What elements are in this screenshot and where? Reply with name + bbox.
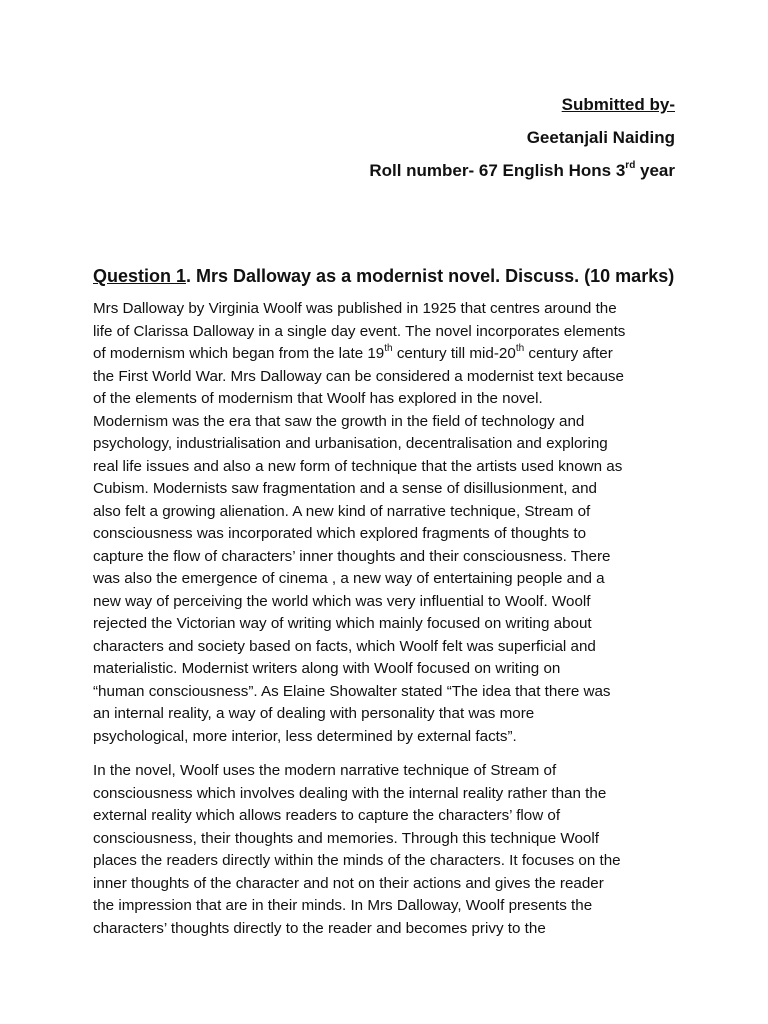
text-segment: century till mid-20 — [392, 345, 516, 362]
text-line: new way of perceiving the world which was very influential to Woolf. Woolf — [93, 592, 591, 610]
submitted-by-line — [369, 88, 675, 121]
text-line: inner thoughts of the character and not on their actions and gives the reader — [93, 874, 604, 892]
text-line: external reality which allows readers to capture the characters’ flow of — [93, 807, 561, 824]
text-line: Modernism was the era that saw the growth in the field of technology and — [93, 412, 585, 430]
text-line: rejected the Victorian way of writing which mainly focused on writing about — [93, 615, 592, 632]
text-line: capture the flow of characters’ inner thoughts and their consciousness. There — [93, 547, 611, 565]
text-line: the First World War. Mrs Dalloway can be considered a modernist text because — [93, 367, 624, 385]
text-line: In the novel, Woolf uses the modern narrative technique of Stream of — [93, 762, 557, 779]
text-line: the impression that are in their minds. In Mrs Dalloway, Woolf presents the — [93, 897, 593, 914]
text-line: Cubism. Modernists saw fragmentation and a sense of disillusionment, and — [93, 480, 597, 497]
text-line: consciousness, their thoughts and memories. Through this technique Woolf — [93, 829, 599, 847]
question-text: . Mrs Dalloway as a modernist novel. Discuss. (10 marks) — [186, 266, 675, 286]
roll-number-year: year — [635, 161, 675, 180]
text-line: characters’ thoughts directly to the reader and becomes privy to the — [93, 919, 546, 937]
roll-number-text: Roll number- 67 English Hons 3 — [369, 161, 626, 180]
text-line: also felt a growing alienation. A new kind of narrative technique, Stream of — [93, 502, 591, 520]
question-label: Question 1 — [93, 266, 187, 286]
text-line: life of Clarissa Dalloway in a single day event. The novel incorporates elements — [93, 322, 626, 340]
author-name: Geetanjali Naiding — [526, 128, 675, 147]
essay-body — [93, 298, 683, 940]
paragraph-2 — [93, 760, 683, 940]
ordinal-suffix: th — [515, 342, 525, 354]
text-line: materialistic. Modernist writers along with Woolf focused on writing on — [93, 660, 561, 677]
text-line: was also the emergence of cinema , a new way of entertaining people and a — [93, 570, 605, 587]
text-line: psychology, industrialisation and urbanisation, decentralisation and exploring — [93, 435, 608, 452]
text-line: of the elements of modernism that Woolf has explored in the novel. — [93, 390, 543, 407]
text-line: Mrs Dalloway by Virginia Woolf was published in 1925 that centres around the — [93, 300, 617, 317]
question-heading — [93, 264, 674, 288]
text-line: real life issues and also a new form of technique that the artists used known as — [93, 457, 623, 475]
roll-number-line — [369, 154, 675, 187]
text-line — [93, 343, 683, 366]
submitted-by-label: Submitted by- — [561, 95, 675, 114]
text-line: consciousness which involves dealing with the internal reality rather than the — [93, 784, 607, 802]
text-line: characters and society based on facts, which Woolf felt was superficial and — [93, 637, 596, 655]
text-line: places the readers directly within the minds of the characters. It focuses on the — [93, 852, 621, 869]
text-segment: of modernism which began from the late 19 — [93, 345, 385, 362]
text-line: “human consciousness”. As Elaine Showalter stated “The idea that there was — [93, 682, 611, 700]
ordinal-suffix: rd — [625, 160, 636, 172]
submission-header — [369, 88, 675, 187]
ordinal-suffix: th — [384, 342, 393, 354]
text-line: psychological, more interior, less determined by external facts”. — [93, 727, 517, 745]
text-line: an internal reality, a way of dealing with personality that was more — [93, 705, 535, 722]
text-line: consciousness was incorporated which explored fragments of thoughts to — [93, 525, 587, 542]
paragraph-1 — [93, 298, 683, 748]
text-segment: century after — [524, 345, 613, 362]
